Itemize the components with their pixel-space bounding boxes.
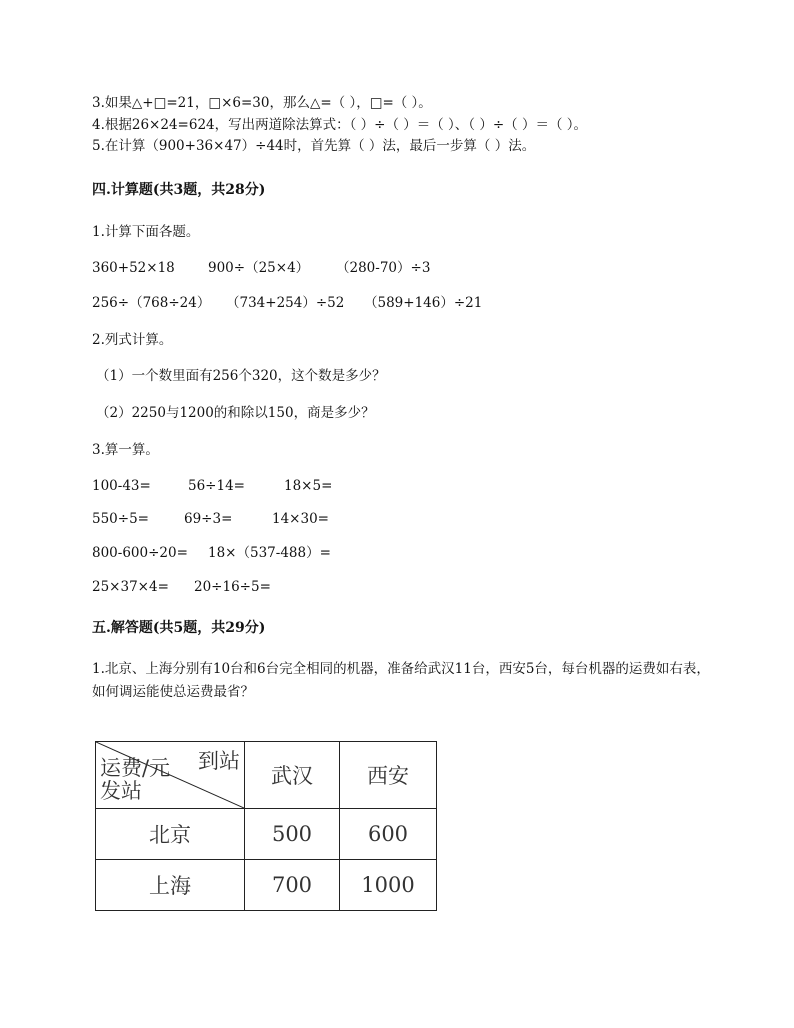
expression: 25×37×4= <box>92 579 169 595</box>
freight-cost-table <box>95 741 437 911</box>
table-cell: 600 <box>340 809 437 860</box>
q4-1-title: 1.计算下面各题。 <box>92 224 200 240</box>
corner-label-freight: 运费/元 <box>100 756 171 780</box>
fill-question-4: 4.根据26×24=624，写出两道除法算式：（ ）÷（ ）＝（ ）、（ ）÷（ ）＝（ ）。 <box>92 117 587 133</box>
row-header: 上海 <box>96 860 245 911</box>
q4-2-item-1: （1）一个数里面有256个320，这个数是多少？ <box>96 368 386 384</box>
column-header: 武汉 <box>245 742 340 809</box>
expression: （280-70）÷3 <box>336 260 431 276</box>
fill-question-5: 5.在计算（900+36×47）÷44时，首先算（ ）法，最后一步算（ ）法。 <box>92 138 536 154</box>
table-cell: 500 <box>245 809 340 860</box>
fill-question-3: 3.如果△+□=21，□×6=30，那么△=（ ），□=（ ）。 <box>92 95 432 111</box>
expression: 360+52×18 <box>92 260 175 276</box>
expression: 900÷（25×4） <box>208 260 310 276</box>
expression: 69÷3= <box>184 511 233 527</box>
expression: 18×5= <box>284 478 333 494</box>
q4-3-title: 3.算一算。 <box>92 442 159 458</box>
corner-label-origin: 发站 <box>100 779 142 803</box>
column-header: 西安 <box>340 742 437 809</box>
corner-label-destination: 到站 <box>198 749 240 773</box>
expression: 100-43= <box>92 478 151 494</box>
expression: 18×（537-488）= <box>208 545 331 561</box>
expression: 14×30= <box>272 511 329 527</box>
expression: 20÷16÷5= <box>194 579 271 595</box>
expression: 800-600÷20= <box>92 545 188 561</box>
q5-1-text: 1.北京、上海分别有10台和6台完全相同的机器，准备给武汉11台，西安5台，每台机器的运费如右表，如何调运能使总运费最省？ <box>92 661 710 700</box>
table-corner-header <box>96 742 245 809</box>
expression: 256÷（768÷24） <box>92 295 211 311</box>
table-row <box>96 860 437 911</box>
table-cell: 1000 <box>340 860 437 911</box>
expression: 56÷14= <box>188 478 245 494</box>
section-5-heading: 五.解答题(共5题，共29分) <box>92 620 266 636</box>
table-row <box>96 809 437 860</box>
q4-2-title: 2.列式计算。 <box>92 332 173 348</box>
expression: 550÷5= <box>92 511 149 527</box>
q4-2-item-2: （2）2250与1200的和除以150，商是多少？ <box>96 405 375 421</box>
expression: （589+146）÷21 <box>364 295 483 311</box>
expression: （734+254）÷52 <box>226 295 345 311</box>
row-header: 北京 <box>96 809 245 860</box>
table-cell: 700 <box>245 860 340 911</box>
section-4-heading: 四.计算题(共3题，共28分) <box>92 182 266 198</box>
